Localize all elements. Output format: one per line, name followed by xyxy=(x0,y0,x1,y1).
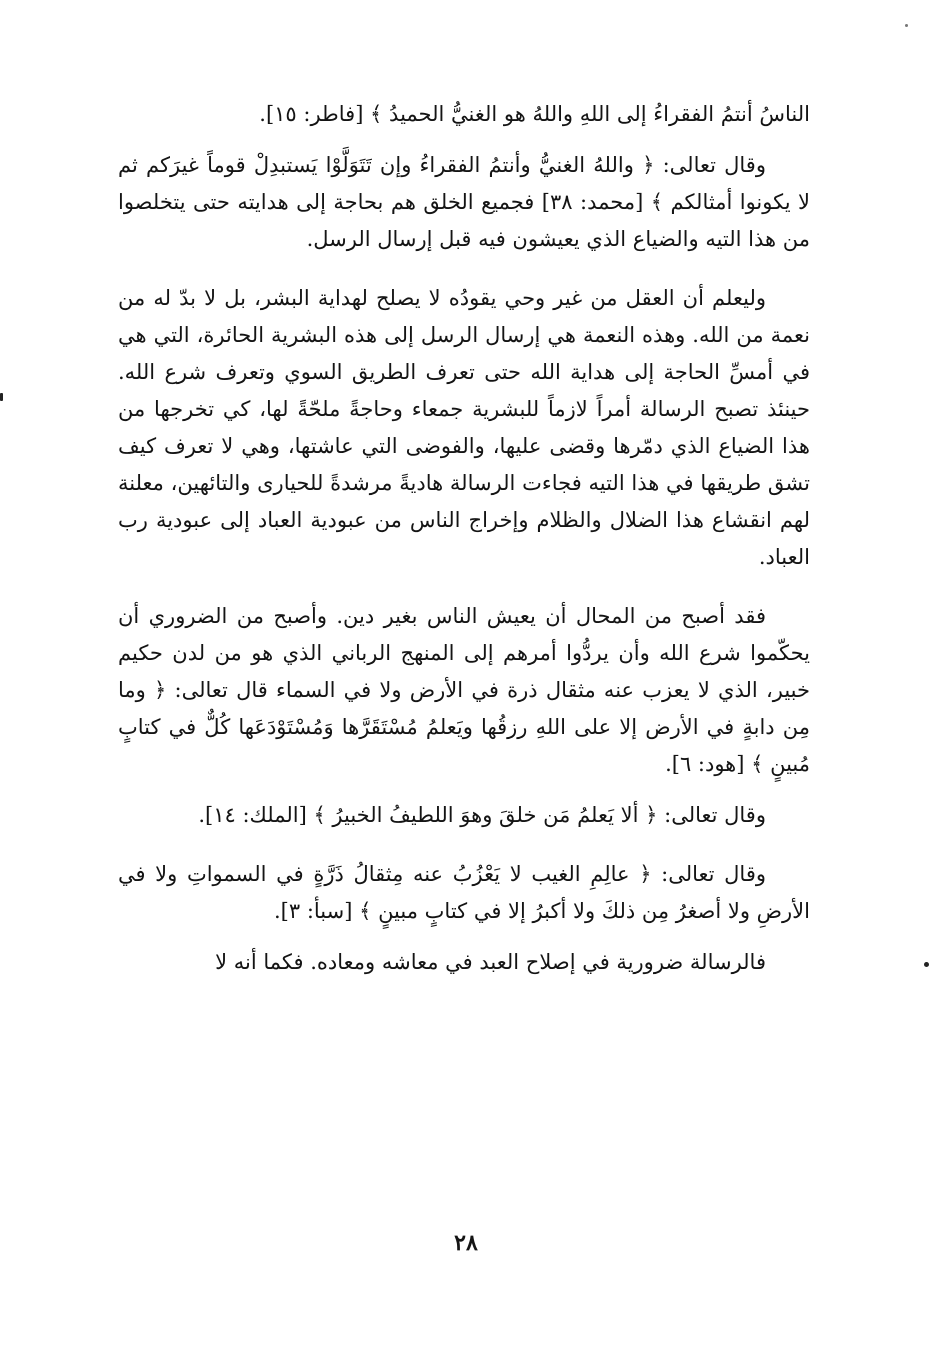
paragraph-2: وقال تعالى: ﴿ واللهُ الغنيُّ وأنتمُ الفقراءُ وإن تَتَوَلَّوْا يَستبدِلْ قوماً غيرَكم ثم لا يكونوا أمثالكم ﴾ [محمد: ٣٨] فجميع الخلق هم بحاجة إلى هدايته حتى يتخلصوا من هذا التيه والضياع الذي يعيشون فيه قبل إرسال الرسل. xyxy=(118,153,810,251)
scan-speck xyxy=(924,962,929,967)
paragraph-3: وليعلم أن العقل من غير وحي يقودُه لا يصلح لهداية البشر، بل لا بدّ له من نعمة من الله. وهذه النعمة هي إرسال الرسل إلى هذه البشرية الحائرة، التي هي في أمسِّ الحاجة إلى هداية الله حتى تعرف الطريق السوي وتعرف شرع الله. حينئذ تصبح الرسالة أمراً لازماً للبشرية جمعاء وحاجةً ملحّةً لها، كي تخرجها من هذا الضياع الذي دمّرها وقضى عليها، والفوضى التي عاشتها، وهي لا تعرف كيف تشق طريقها في هذا التيه فجاءت الرسالة هاديةً مرشدةً للحيارى والتائهين، معلنة لهم انقشاع هذا الضلال والظلام وإخراج الناس من عبودية العباد إلى عبودية رب العباد. xyxy=(118,286,810,569)
page-number: ٢٨ xyxy=(454,1230,478,1256)
paragraph-6: وقال تعالى: ﴿ عالِمِ الغيب لا يَعْزُبُ عنه مِثقالُ ذَرَّةٍ في السمواتِ ولا في الأرضِ ولا أصغرُ مِن ذلكَ ولا أكبرُ إلا في كتابٍ مبينٍ ﴾ [سبأ: ٣]. xyxy=(118,862,810,923)
text-body xyxy=(118,96,810,981)
paragraph-5: وقال تعالى: ﴿ ألا يَعلمُ مَن خلقَ وهوَ اللطيفُ الخبيرُ ﴾ [الملك: ١٤]. xyxy=(198,803,766,827)
paragraph-1: الناسُ أنتمُ الفقراءُ إلى اللهِ واللهُ هو الغنيُّ الحميدُ ﴾ [فاطر: ١٥]. xyxy=(259,102,810,126)
scan-speck xyxy=(905,24,908,27)
paragraph-7: فالرسالة ضرورية في إصلاح العبد في معاشه ومعاده. فكما أنه لا xyxy=(215,950,766,974)
paragraph-4: فقد أصبح من المحال أن يعيش الناس بغير دين. وأصبح من الضروري أن يحكّموا شرع الله وأن يردُّوا أمرهم إلى المنهج الرباني الذي هو من لدن حكيم خبير، الذي لا يعزب عنه مثقال ذرة في الأرض ولا في السماء قال تعالى: ﴿ وما مِن دابةٍ في الأرض إلا على اللهِ رزقُها ويَعلمُ مُسْتَقَرَّها وَمُسْتَوْدَعَها كُلٌّ في كتابٍ مُبينٍ ﴾ [هود: ٦]. xyxy=(118,604,810,776)
scan-speck xyxy=(0,393,3,401)
